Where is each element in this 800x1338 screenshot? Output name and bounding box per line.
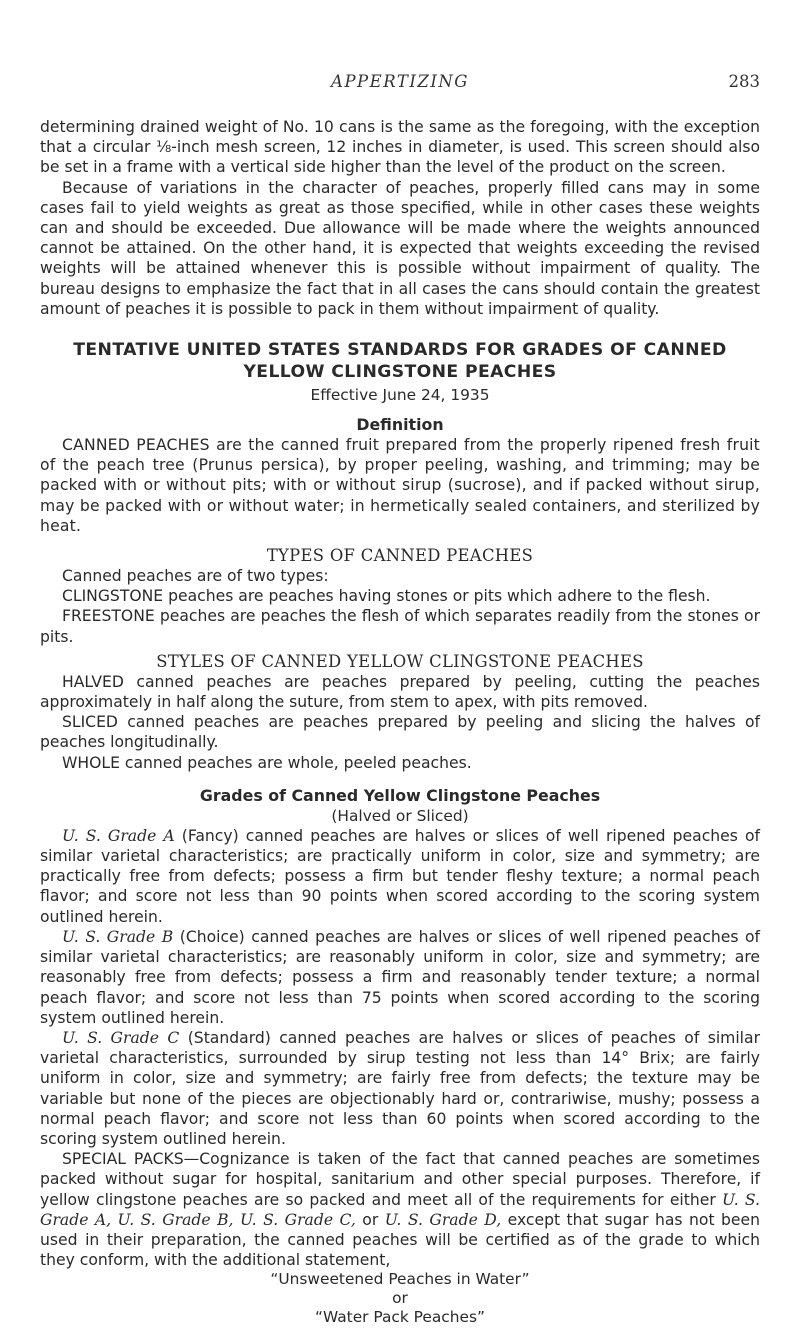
statement-water-pack: “Water Pack Peaches”	[315, 1308, 485, 1327]
grade-c-paragraph	[40, 1028, 760, 1149]
type-freestone: FREESTONE peaches are peaches the flesh of which separates readily from the stones or pits.	[40, 607, 760, 646]
running-title: APPERTIZING	[331, 72, 469, 91]
running-head	[0, 72, 800, 96]
definition-text: CANNED PEACHES are the canned fruit prepared from the properly ripened fresh fruit of the peach tree (Prunus persica), by proper peeling, washing, and trimming; may be packed with or without pits; with or without sirup (sucrose), and if packed without sirup, may be packed with or without water; in hermetically sealed containers, and sterilized by heat.	[40, 436, 760, 535]
special-grades-list: U. S. Grade A, U. S. Grade B, U. S. Grade C,	[40, 1190, 760, 1229]
paragraph-variations: Because of variations in the character of peaches, properly filled cans may in some cases fail to yield weights as great as those specified, while in other cases these weights can and should be exceeded. Due allowance will be made where the weights announced cannot be attained. On the other hand, it is expected that weights exceeding the revised weights will be attained whenever this is possible without impairment of quality. The bureau designs to emphasize the fact that in all cases the cans should contain the greatest amount of peaches it is possible to pack in them without impairment of quality.	[40, 178, 760, 318]
page-number: 283	[728, 72, 760, 91]
styles-heading: STYLES OF CANNED YELLOW CLINGSTONE PEACHES	[156, 651, 644, 671]
type-clingstone: CLINGSTONE peaches are peaches having stones or pits which adhere to the flesh.	[62, 587, 711, 606]
grade-a-label: U. S. Grade A	[62, 826, 175, 845]
special-packs-text-b: except that sugar has not been used in their preparation, the canned peaches will be certified as of the grade to which they conform, with the additional statement,	[40, 1210, 760, 1270]
special-or: or	[355, 1210, 385, 1229]
types-heading: TYPES OF CANNED PEACHES	[266, 546, 534, 566]
paragraph-drained-weight: determining drained weight of No. 10 cans is the same as the foregoing, with the exception that a circular ⅛-inch mesh screen, 12 inches in diameter, is used. This screen should also be set in a frame with a vertical side higher than the level of the product on the screen.	[40, 118, 760, 177]
standards-title: TENTATIVE UNITED STATES STANDARDS FOR GRADES OF CANNED YELLOW CLINGSTONE PEACHES	[73, 340, 727, 383]
grade-a-text: (Fancy) canned peaches are halves or slices of well ripened peaches of similar varietal characteristics; are practically uniform in color, size and symmetry; are practically free from defects; possess a firm but tender fleshy texture; a normal peach flavor; and score not less than 90 points when scored according to the scoring system outlined herein.	[40, 826, 760, 926]
style-sliced: SLICED canned peaches are peaches prepared by peeling and slicing the halves of peaches longitudinally.	[40, 713, 760, 752]
special-packs-paragraph	[40, 1149, 760, 1270]
grades-subheading: (Halved or Sliced)	[331, 806, 469, 825]
statement-or: or	[392, 1289, 408, 1308]
page-body	[40, 117, 760, 1327]
effective-date: Effective June 24, 1935	[310, 386, 490, 405]
grade-a-paragraph	[40, 826, 760, 927]
special-grade-d: U. S. Grade D,	[384, 1210, 502, 1229]
style-halved: HALVED canned peaches are peaches prepared by peeling, cutting the peaches approximately in half along the suture, from stem to apex, with pits removed.	[40, 672, 760, 712]
grade-c-label: U. S. Grade C	[62, 1028, 180, 1047]
definition-heading: Definition	[356, 415, 444, 435]
grades-heading: Grades of Canned Yellow Clingstone Peaches	[199, 785, 601, 805]
grade-b-text: (Choice) canned peaches are halves or slices of well ripened peaches of similar varietal characteristics; are reasonably uniform in color, size and symmetry; are reasonably free from defects; possess a firm and reasonably tender texture; a normal peach flavor; and score not less than 75 points when scored according to the scoring system outlined herein.	[40, 927, 761, 1027]
types-intro: Canned peaches are of two types:	[62, 567, 329, 586]
statement-unsweetened: “Unsweetened Peaches in Water”	[270, 1270, 530, 1289]
grade-b-label: U. S. Grade B	[62, 927, 174, 946]
grade-c-text: (Standard) canned peaches are halves or slices of peaches of similar varietal characteristics, surrounded by sirup testing not less than 14° Brix; are fairly uniform in color, size and symmetry; are fairly free from defects; the texture may be variable but none of the pieces are objectionably hard or, contrariwise, mushy; possess a normal peach flavor; and score not less than 60 points when scored according to the scoring system outlined herein.	[40, 1028, 760, 1148]
style-whole: WHOLE canned peaches are whole, peeled peaches.	[62, 753, 472, 772]
grade-b-paragraph	[40, 927, 760, 1028]
special-packs-text-a: SPECIAL PACKS—Cognizance is taken of the fact that canned peaches are sometimes packed without sugar for hospital, sanitarium and other special purposes. Therefore, if yellow clingstone peaches are so packed and meet all of the requirements for either	[40, 1150, 760, 1209]
